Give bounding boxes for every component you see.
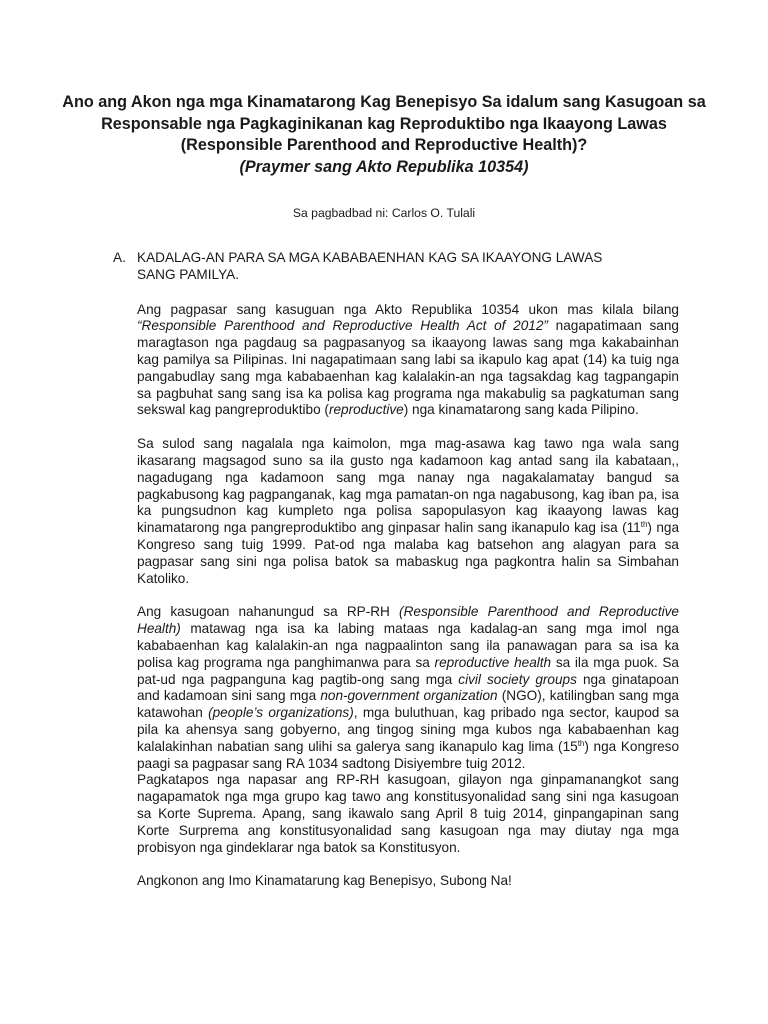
p1-term-reproductive: reproductive bbox=[328, 402, 404, 418]
section-header bbox=[113, 250, 633, 284]
p1-text-e: ) nga kinamatarong sang kada Pilipino. bbox=[403, 402, 639, 418]
p3-text-k: , mga buluthuan, kag pribado nga sector, kaupod sa pila ka ahensya sang gobyerno, ang tingog sining mga kubos nga kababaenhan kag kalalakinhan nabatian sang ulihi sa galerya sang ikanapulo kag lima (15 bbox=[137, 705, 680, 754]
closing-line: Angkonon ang Imo Kinamatarung kag Benepisyo, Subong Na! bbox=[137, 873, 512, 889]
paragraph-1 bbox=[137, 302, 679, 420]
p2-text-a: Sa sulod sang nagalala nga kaimolon, mga mag-asawa kag tawo nga wala sang ikasarang magsagod suno sa ila gusto nga kadamoon kag antad sang ila kabataan,, nagadugang nga kadamoon sang mga nanay nga nagakalamatay bangud sa pagkabusong kag pagpanganak, kag mga pamatan-on nga nagabusong, kag iban pa, isa ka pungsudnon kag kumpleto nga polisa sapopulasyon kag ikaayong lawas kag kinamatarong nga pangreproduktibo ang ginpasar halin sang ikanapulo kag isa (11 bbox=[137, 436, 679, 536]
p3-text-a: Ang kasugoan nahanungud sa RP-RH bbox=[137, 604, 400, 620]
p3-text-l: ) nga Kongreso paagi sa pagpasar sang RA 1034 sadtong Disiyembre tuig 2012. bbox=[137, 738, 680, 771]
p3-text-e: sa ila mga puok. Sa pat-ud nga pagpanguna kag pagtib-ong sang mga bbox=[137, 654, 679, 687]
p3-superscript: th bbox=[577, 738, 585, 748]
p1-act-title: “Responsible Parenthood and Reproductive Health Act of 2012” bbox=[137, 318, 548, 334]
title-line-3: (Responsible Parenthood and Reproductive Health)? bbox=[180, 136, 588, 154]
author-byline: Sa pagbadbad ni: Carlos O. Tulali bbox=[292, 206, 476, 220]
p3-text-g: nga ginatapoan and kadamoan sini sang mga bbox=[137, 671, 679, 704]
p3-term-ngo: non-government organization bbox=[320, 688, 498, 704]
document-title bbox=[0, 92, 768, 178]
paragraph-3 bbox=[137, 604, 679, 772]
p3-text-i: (NGO), katilingban sang mga katawohan bbox=[137, 688, 679, 721]
title-subtitle: (Praymer sang Akto Republika 10354) bbox=[239, 157, 529, 176]
paragraph-2 bbox=[137, 436, 679, 587]
p2-text-b: ) nga Kongreso sang tuig 1999. Pat-od nga malaba kag batsehon ang alagyan para sa pagpasar sang sini nga polisa batok sa mabaskug nga pagkontra halin sa Simbahan Katoliko. bbox=[137, 520, 680, 586]
title-line-1: Ano ang Akon nga mga Kinamatarong Kag Benepisyo Sa idalum sang Kasugoan sa bbox=[62, 93, 706, 111]
body-text bbox=[137, 302, 679, 891]
p1-text-a: Ang pagpasar sang kasuguan nga Akto Republika 10354 ukon mas kilala bilang bbox=[137, 301, 679, 317]
paragraph-4: Pagkatapos nga napasar ang RP-RH kasugoan, gilayon nga ginpamanangkot sang nagapamatok nga mga grupo kag tawo ang konstitusyonalidad sang sini nga kasugoan sa Korte Suprema. Apang, sang ikawalo sang April 8 tuig 2014, ginpangapinan sang Korte Surprema ang konstitusyonalidad sang kasugoan nga may diutay nga mga probisyon nga gindeklarar nga batok sa Konstitusyon. bbox=[137, 772, 679, 855]
p3-term-civil-society: civil society groups bbox=[458, 671, 577, 687]
p1-text-c: nagapatimaan sang maragtason nga pagdaug sa pagpasanyog sa ikaayong lawas sang mga kakabainhan kag pamilya sa Pilipinas. Ini nagapatimaan sang labi sa ikapulo kag apat (14) ka tuig nga pangabudlay sang mga kababaenhan kag kalalakin-an nga tagsakdag kag tagpangapin sa pagbuhat sang sang isa ka polisa kag programa nga makabulig sa pagkatuman sang sekswal kag pangreproduktibo ( bbox=[137, 318, 679, 418]
p2-superscript: th bbox=[640, 520, 648, 530]
p3-text-c: matawag nga isa ka labing mataas nga kadalag-an sang mga imol nga kababaenhan kag kalalakin-an nga nagpaalinton sang ila panawagan para sa isa ka polisa kag programa nga panghimanwa para sa bbox=[137, 621, 679, 670]
p3-term-reproductive-health: reproductive health bbox=[434, 654, 552, 670]
p3-rprh-expansion: (Responsible Parenthood and Reproductive Health) bbox=[137, 604, 679, 637]
title-line-2: Responsable nga Pagkaginikanan kag Reproduktibo nga Ikaayong Lawas bbox=[101, 114, 667, 133]
section-heading: KADALAG-AN PARA SA MGA KABABAENHAN KAG SA IKAAYONG LAWAS SANG PAMILYA. bbox=[137, 250, 603, 282]
section-letter: A. bbox=[113, 250, 126, 265]
p3-term-peoples-org: (people’s organizations) bbox=[208, 705, 354, 721]
